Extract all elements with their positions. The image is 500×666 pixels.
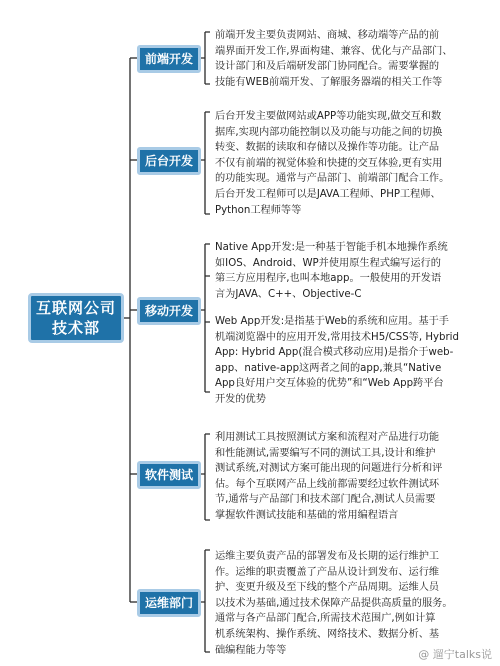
dept-mobile: 移动开发 [137, 297, 201, 325]
dept-frontend: 前端开发 [137, 45, 201, 73]
root-node [28, 293, 124, 343]
watermark-text: @ 遛宁talks说 [418, 648, 492, 661]
dept-backend: 后台开发 [137, 147, 201, 175]
desc-testing: 利用测试工具按照测试方案和流程对产品进行功能 和性能测试,需要编写不同的测试工具,设计和维护 测试系统,对测试方案可能出现的问题进行分析和评 估。每个互联网产品上线前都需要经过软件测试环 节,通常与产品部门和技术部门配合,测试人员需要 掌握软件测试技能和基础的常用编程语言 [215, 432, 443, 521]
desc-mobile-native: Native App开发:是一种基于智能手机本地操作系统 如IOS、Android、WP并使用原生程式编写运行的 第三方应用程序,也叫本地app。一般使用的开发语 言为JAVA、C++、Objective-C [215, 242, 448, 300]
dept-testing: 软件测试 [137, 461, 201, 489]
root-label-line2: 技术部 [51, 319, 100, 337]
root-label-line1: 互联网公司 [35, 299, 116, 317]
dept-ops: 运维部门 [137, 589, 201, 617]
desc-backend: 后台开发主要做网站或APP等功能实现,做交互和数 据库,实现内部功能控制以及功能与功能之间的切换 转变、数据的读取和存储以及操作等功能。让产品 不仅有前端的视觉体验和快捷的交互体验,更有实用 的功能实现。通常与产品部门、前端部门配合工作。 后台开发工程师可以是JAVA工程师、PHP工程师、 Python工程师等等 [215, 111, 450, 216]
desc-frontend: 前端开发主要负责网站、商城、移动端等产品的前 端界面开发工作,界面构建、兼容、优化与产品部门、 设计部门和及后端研发部门协同配合。需要掌握的 技能有WEB前端开发、了解服务器端的相关工作等 [215, 30, 453, 88]
desc-mobile-web: Web App开发:是指基于Web的系统和应用。基于手 机端浏览器中的应用开发,常用技术H5/CSS等, Hybrid App: Hybrid App(混合模式移动应用)是指介于web- app、native-app这两者之间的app,兼具“Native App良好用户交互体验的优势”和“Web App跨平台 开发的优势 [215, 316, 459, 405]
desc-ops: 运维主要负责产品的部署发布及长期的运行维护工 作。运维的职责覆盖了产品从设计到发布、运行维 护、变更升级及至下线的整个产品周期。运维人员 以技术为基础,通过技术保障产品提供高质量的服务。 通常与各产品部门配合,所需技术范围广,例如计算 机系统架构、操作系统、网络技术、数据分析、基 础编程能力等等 [215, 551, 453, 656]
